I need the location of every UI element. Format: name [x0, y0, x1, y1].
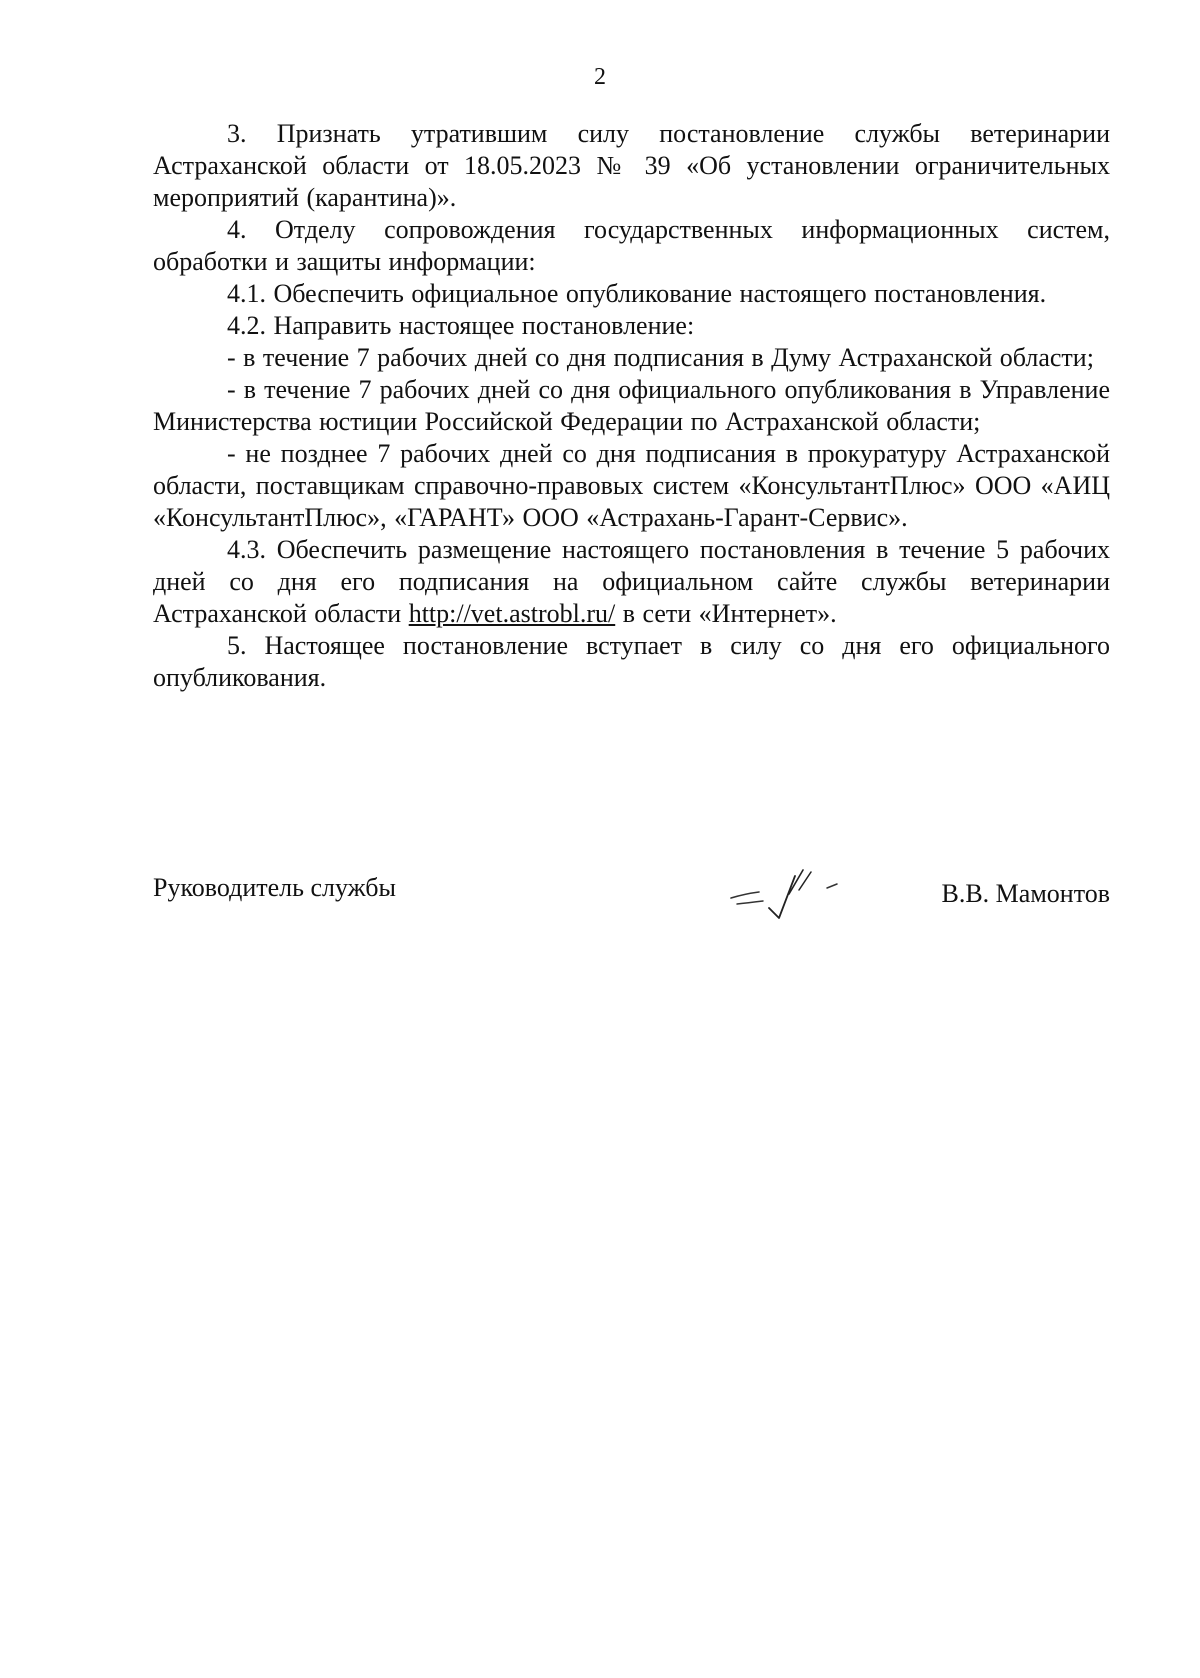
handwritten-signature	[723, 858, 863, 928]
paragraph-4-2-prosecutor: - не позднее 7 рабочих дней со дня подписания в прокуратуру Астраханской области, поставщикам справочно-правовых систем «КонсультантПлюс» ООО «АИЦ «КонсультантПлюс», «ГАРАНТ» ООО «Астрахань-Гарант-Сервис».	[153, 439, 1110, 532]
signatory-name: В.В. Мамонтов	[941, 879, 1110, 908]
paragraph-4-3	[153, 534, 1110, 630]
document-body	[153, 118, 1110, 694]
paragraph-4-2: 4.2. Направить настоящее постановление:	[227, 311, 695, 340]
paragraph-5: 5. Настоящее постановление вступает в силу со дня его официального опубликования.	[153, 631, 1110, 692]
signature-block	[153, 872, 1110, 932]
signatory-position: Руководитель службы	[153, 873, 396, 902]
paragraph-4-1: 4.1. Обеспечить официальное опубликование настоящего постановления.	[227, 279, 1047, 308]
website-link[interactable]: http://vet.astrobl.ru/	[408, 599, 616, 628]
paragraph-4-3-text: 4.3. Обеспечить размещение настоящего постановления в течение 5 рабочих дней со дня его подписания на официальном сайте службы ветеринарии Астраханской области	[153, 535, 1110, 628]
paragraph-3: 3. Признать утратившим силу постановление службы ветеринарии Астраханской области от 18.05.2023 № 39 «Об установлении ограничительных мероприятий (карантина)».	[153, 119, 1110, 212]
paragraph-4: 4. Отделу сопровождения государственных информационных систем, обработки и защиты информации:	[153, 215, 1110, 276]
paragraph-4-2-ministry: - в течение 7 рабочих дней со дня официального опубликования в Управление Министерства юстиции Российской Федерации по Астраханской области;	[153, 375, 1110, 436]
page-number: 2	[594, 64, 606, 90]
paragraph-4-3-text-end: в сети «Интернет».	[615, 599, 837, 628]
paragraph-4-2-duma: - в течение 7 рабочих дней со дня подписания в Думу Астраханской области;	[227, 343, 1094, 372]
